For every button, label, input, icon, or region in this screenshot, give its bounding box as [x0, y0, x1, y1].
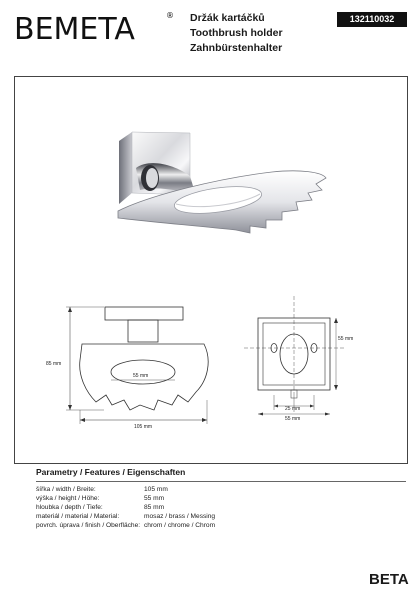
spec-value-material: mosaz / brass / Messing — [144, 513, 216, 520]
specs-divider — [36, 481, 406, 482]
brand-logo-text: BEMETA — [14, 12, 135, 47]
dim-plate-height-label: 55 mm — [338, 336, 354, 342]
title-czech: Držák kartáčků — [190, 12, 265, 24]
spec-value-finish: chrom / chrome / Chrom — [144, 522, 216, 529]
spec-label-depth: hloubka / depth / Tiefe: — [36, 504, 103, 511]
specs-title: Parametry / Features / Eigenschaften — [36, 467, 186, 477]
spec-label-material: materiál / material / Material: — [36, 513, 120, 520]
dim-width-label: 105 mm — [134, 424, 153, 430]
dim-inner-width-label: 55 mm — [133, 373, 149, 379]
series-name: BETA — [369, 571, 409, 588]
title-english: Toothbrush holder — [190, 27, 283, 39]
spec-label-finish: povrch. úprava / finish / Oberfläche: — [36, 522, 141, 529]
spec-label-width: šířka / width / Breite: — [36, 486, 96, 493]
dim-hole-spacing-label: 25 mm — [285, 406, 301, 412]
spec-value-depth: 85 mm — [144, 504, 165, 511]
spec-label-height: výška / height / Höhe: — [36, 495, 100, 502]
front-view-drawing — [66, 307, 208, 424]
registered-mark: ® — [166, 11, 174, 20]
back-view-drawing — [244, 296, 344, 416]
spec-value-height: 55 mm — [144, 495, 165, 502]
product-code-badge: 132110032 — [337, 12, 407, 27]
dim-height-label: 85 mm — [46, 361, 62, 367]
dim-plate-width-label: 55 mm — [285, 416, 301, 422]
spec-value-width: 105 mm — [144, 486, 168, 493]
title-german: Zahnbürstenhalter — [190, 42, 283, 54]
